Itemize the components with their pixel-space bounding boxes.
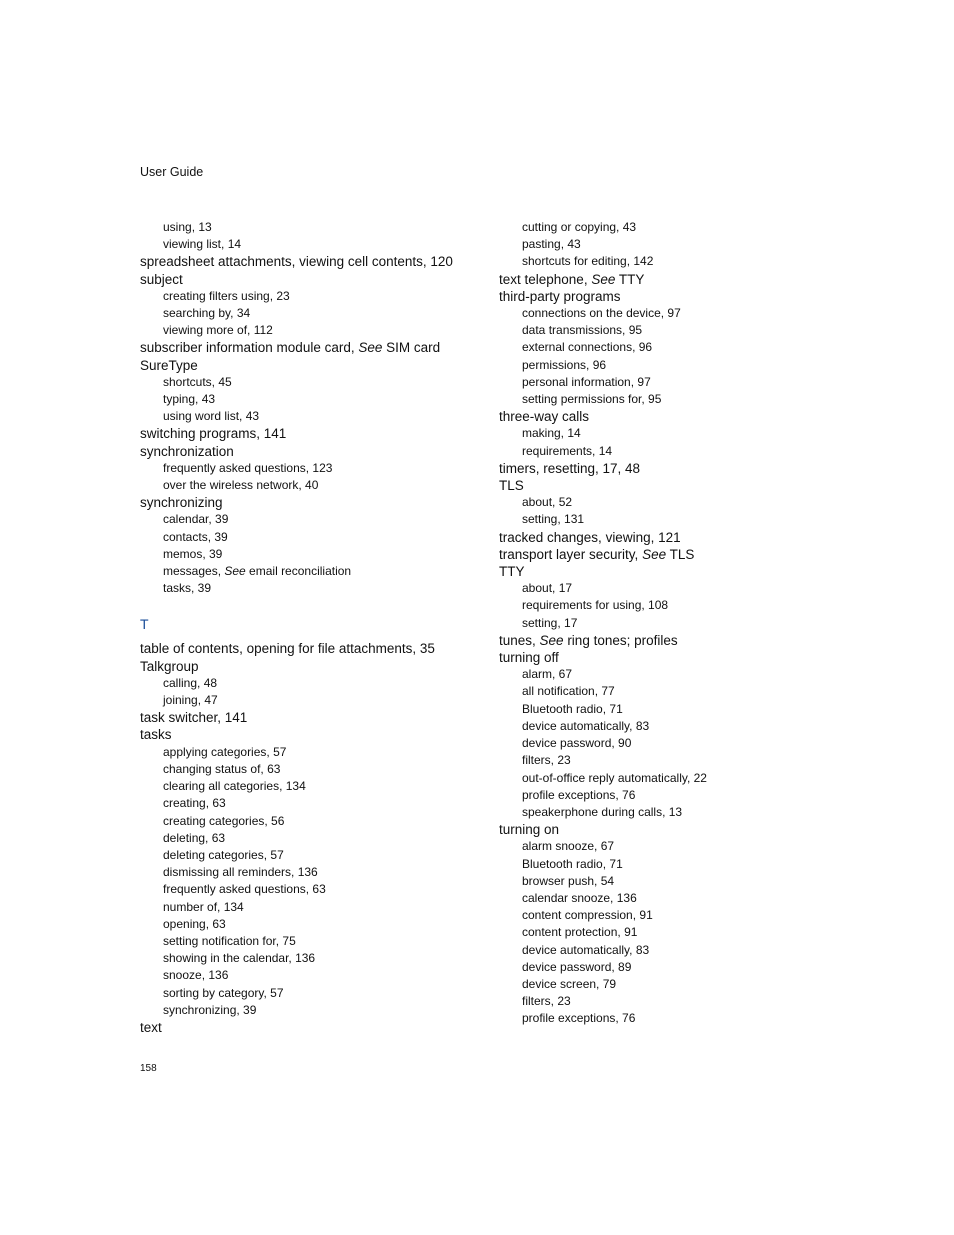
index-subentry: device automatically, 83 [522, 718, 650, 733]
see-reference-target: ring tones; profiles [563, 632, 678, 648]
index-subentry: sorting by category, 57 [163, 985, 284, 1000]
index-subentry: using, 13 [163, 220, 212, 234]
index-subentry: alarm, 67 [522, 667, 573, 682]
index-subentry: synchronizing, 39 [163, 1002, 257, 1017]
index-subentry: creating categories, 56 [163, 813, 285, 828]
index-subentry: alarm snooze, 67 [522, 839, 615, 854]
index-subentry: applying categories, 57 [163, 744, 287, 759]
index-subentry: clearing all categories, 134 [163, 779, 306, 794]
see-reference-target: TLS [666, 546, 695, 562]
index-subentry: shortcuts, 45 [163, 374, 232, 389]
index-entry: three-way calls [499, 409, 590, 425]
index-entry: tasks [140, 727, 172, 743]
index-subentry: Bluetooth radio, 71 [522, 856, 623, 871]
index-entry: subject [140, 271, 183, 287]
index-subentry: creating filters using, 23 [163, 288, 290, 303]
see-reference-label: See [224, 564, 246, 579]
page-number: 158 [140, 1063, 157, 1074]
index-subentry: shortcuts for editing, 142 [522, 254, 654, 269]
index-entry: spreadsheet attachments, viewing cell contents, 120 [140, 254, 453, 270]
index-subentry: frequently asked questions, 123 [163, 460, 333, 475]
index-subentry: data transmissions, 95 [522, 323, 643, 338]
see-reference-target: TTY [615, 271, 645, 287]
index-subentry: searching by, 34 [163, 306, 251, 321]
index-subentry: calling, 48 [163, 675, 218, 690]
index-entry: synchronizing [140, 495, 223, 511]
index-column-right [499, 219, 839, 1028]
index-subentry: device password, 89 [522, 959, 632, 974]
index-subentry: content protection, 91 [522, 925, 638, 940]
index-subentry: all notification, 77 [522, 684, 615, 699]
index-entry: task switcher, 141 [140, 710, 248, 726]
index-subentry: personal information, 97 [522, 374, 651, 389]
index-subentry: viewing list, 14 [163, 237, 242, 252]
index-entry: third-party programs [499, 288, 621, 304]
index-subentry: opening, 63 [163, 916, 226, 931]
index-entry: timers, resetting, 17, 48 [499, 460, 641, 476]
index-subentry: external connections, 96 [522, 340, 653, 355]
index-subentry [140, 563, 480, 580]
index-entry [499, 271, 839, 288]
see-reference-label: See [642, 546, 667, 562]
index-subentry: out-of-office reply automatically, 22 [522, 770, 707, 785]
index-subentry: pasting, 43 [522, 237, 581, 252]
see-reference-label: See [591, 271, 616, 287]
index-subentry: dismissing all reminders, 136 [163, 865, 318, 880]
index-subentry: tasks, 39 [163, 581, 212, 596]
entry-text: messages, [163, 564, 225, 579]
index-entry: turning on [499, 822, 560, 838]
index-subentry: device password, 90 [522, 736, 632, 751]
entry-text: transport layer security, [499, 546, 643, 562]
see-reference-target: SIM card [382, 340, 441, 356]
index-subentry: Bluetooth radio, 71 [522, 701, 623, 716]
index-subentry: profile exceptions, 76 [522, 1011, 636, 1026]
index-subentry: creating, 63 [163, 796, 226, 811]
index-subentry: changing status of, 63 [163, 761, 281, 776]
index-subentry: device automatically, 83 [522, 942, 650, 957]
index-subentry: contacts, 39 [163, 529, 228, 544]
index-entry: tracked changes, viewing, 121 [499, 529, 681, 545]
see-reference-label: See [358, 340, 383, 356]
index-subentry: over the wireless network, 40 [163, 478, 319, 493]
index-subentry: setting, 131 [522, 512, 585, 527]
index-subentry: calendar, 39 [163, 512, 229, 527]
index-subentry: number of, 134 [163, 899, 244, 914]
index-entry: synchronization [140, 443, 234, 459]
index-entry: table of contents, opening for file attachments, 35 [140, 641, 435, 657]
index-entry: TLS [499, 478, 524, 494]
index-subentry: browser push, 54 [522, 873, 615, 888]
index-subentry: connections on the device, 97 [522, 306, 681, 321]
index-entry: turning off [499, 650, 559, 666]
index-subentry: setting permissions for, 95 [522, 392, 662, 407]
index-entry: switching programs, 141 [140, 426, 287, 442]
index-subentry: permissions, 96 [522, 357, 607, 372]
index-subentry: filters, 23 [522, 753, 571, 768]
index-subentry: joining, 47 [163, 693, 218, 708]
index-entry: Talkgroup [140, 658, 199, 674]
index-subentry: setting, 17 [522, 615, 578, 630]
index-subentry: deleting, 63 [163, 830, 226, 845]
index-entry [499, 632, 839, 649]
index-subentry: frequently asked questions, 63 [163, 882, 326, 897]
index-entry: text [140, 1019, 162, 1035]
index-entry: TTY [499, 564, 525, 580]
index-subentry: viewing more of, 112 [163, 323, 273, 338]
index-entry [140, 339, 480, 356]
running-header: User Guide [140, 165, 204, 179]
index-subentry: making, 14 [522, 426, 581, 441]
index-subentry: calendar snooze, 136 [522, 890, 637, 905]
entry-text: tunes, [499, 632, 540, 648]
index-subentry: about, 52 [522, 495, 573, 510]
index-subentry: memos, 39 [163, 546, 223, 561]
index-subentry: deleting categories, 57 [163, 847, 284, 862]
index-subentry: profile exceptions, 76 [522, 787, 636, 802]
index-section-letter: T [140, 616, 149, 633]
index-subentry: requirements, 14 [522, 443, 613, 458]
index-subentry: device screen, 79 [522, 976, 617, 991]
index-subentry: cutting or copying, 43 [522, 220, 637, 234]
index-entry: SureType [140, 357, 198, 373]
see-reference-label: See [539, 632, 564, 648]
entry-text: text telephone, [499, 271, 592, 287]
index-subentry: typing, 43 [163, 392, 216, 407]
see-reference-target: email reconciliation [245, 564, 352, 579]
index-subentry: using word list, 43 [163, 409, 260, 424]
index-subentry: snooze, 136 [163, 968, 229, 983]
index-subentry: speakerphone during calls, 13 [522, 804, 683, 819]
index-column-left [140, 219, 480, 1036]
index-entry [499, 546, 839, 563]
index-subentry: setting notification for, 75 [163, 933, 296, 948]
entry-text: subscriber information module card, [140, 340, 359, 356]
index-subentry: showing in the calendar, 136 [163, 951, 316, 966]
index-subentry: content compression, 91 [522, 908, 653, 923]
index-subentry: requirements for using, 108 [522, 598, 669, 613]
index-subentry: filters, 23 [522, 994, 571, 1009]
index-subentry: about, 17 [522, 581, 573, 596]
